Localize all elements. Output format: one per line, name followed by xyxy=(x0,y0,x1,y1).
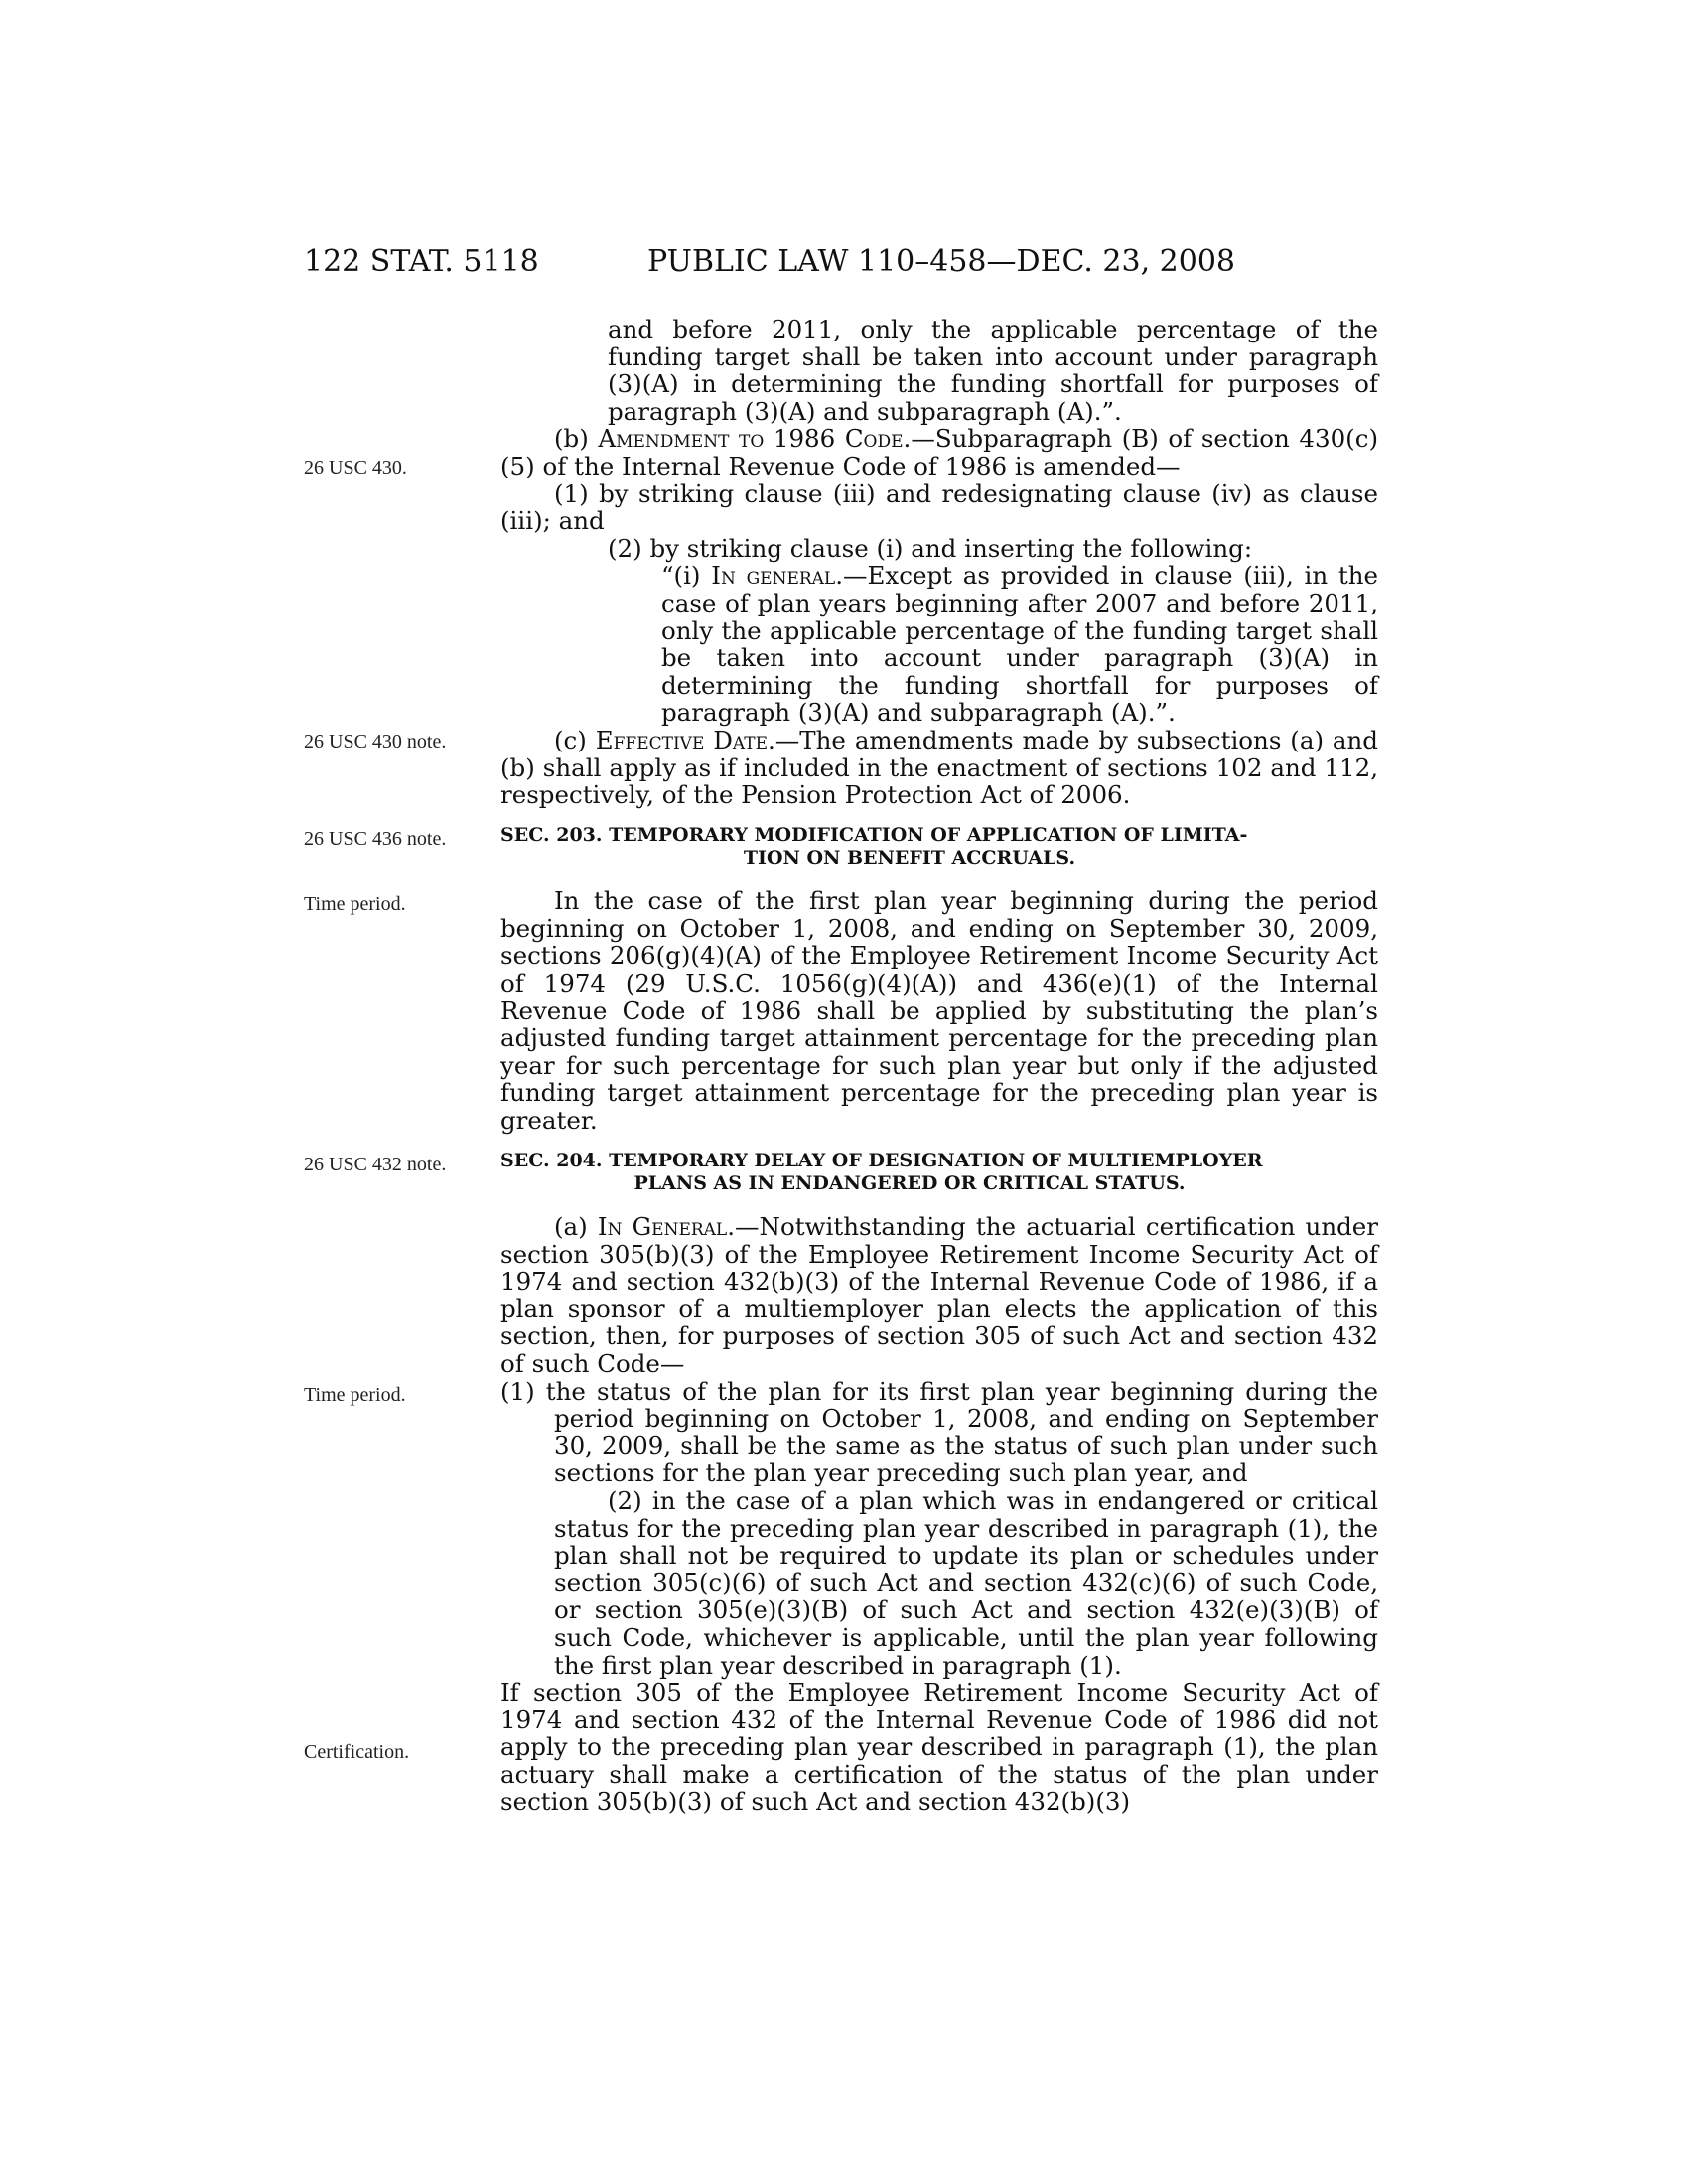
page-reference: 122 STAT. 5118 xyxy=(304,244,539,279)
section-heading: SEC. 203. TEMPORARY MODIFICATION OF APPLICATION OF LIMITA- TION ON BENEFIT ACCRUALS. xyxy=(500,824,1248,869)
paragraph: and before 2011, only the applicable percentage of the funding target shall be taken into account under paragraph (3)(A) in determining the funding shortfall for purposes of paragraph (3)(A) and subparagraph (A).”. xyxy=(608,315,1378,426)
text-block-sec203 xyxy=(500,887,1378,1134)
paragraph: In the case of the first plan year beginning during the period beginning on October 1, 2008, and ending on September 30, 2009, sections 206(g)(4)(A) of the Employee Retirement Income Security Act of 1974 (29 U.S.C. 1056(g)(4)(A)) and 436(e)(1) of the Internal Revenue Code of 1986 shall be applied by substituting the plan’s adjusted funding target attainment percentage for the preceding plan year for such percentage for such plan year but only if the adjusted funding target attainment percentage for the preceding plan year is greater. xyxy=(500,887,1378,1135)
text-block-sec204 xyxy=(500,1213,1378,1816)
margin-note: 26 USC 430 note. xyxy=(304,731,447,752)
margin-note: 26 USC 436 note. xyxy=(304,828,447,850)
paragraph: (c) Effective Date.—The amendments made by subsections (a) and (b) shall apply as if included in the enactment of sections 102 and 112, respectively, of the Pension Protection Act of 2006. xyxy=(500,725,1378,810)
text-block-amendments xyxy=(500,316,1378,809)
paragraph: (a) In General.—Notwithstanding the actuarial certification under section 305(b)(3) of the Employee Retirement Income Security Act of 1974 and section 432(b)(3) of the Internal Revenue Code of 1986, if a plan sponsor of a multiemployer plan elects the application of this section, then, for purposes of section 305 of such Act and section 432 of such Code— xyxy=(500,1212,1378,1378)
paragraph: (b) Amendment to 1986 Code.—Subparagraph (B) of section 430(c)(5) of the Internal Revenue Code of 1986 is amended— xyxy=(500,424,1379,480)
paragraph: (2) in the case of a plan which was in endangered or critical status for the preceding plan year described in paragraph (1), the plan shall not be required to update its plan or schedules under section 305(c)(6) of such Act and section 432(c)(6) of such Code, or section 305(e)(3)(B) of such Act and section 432(e)(3)(B) of such Code, whichever is applicable, until the plan year following the first plan year described in paragraph (1). xyxy=(554,1485,1378,1680)
margin-note: Time period. xyxy=(304,893,406,915)
paragraph: “(i) In general.—Except as provided in clause (iii), in the case of plan years beginning after 2007 and before 2011, only the applicable percentage of the funding target shall be taken into account under paragraph (3)(A) in determining the funding shortfall for purposes of paragraph (3)(A) and subparagraph (A).”. xyxy=(661,561,1379,728)
section-heading: SEC. 204. TEMPORARY DELAY OF DESIGNATION OF MULTIEMPLOYER PLANS AS IN ENDANGERED OR CRITICAL STATUS. xyxy=(500,1150,1263,1194)
margin-note: 26 USC 430. xyxy=(304,457,407,478)
margin-note: 26 USC 432 note. xyxy=(304,1154,447,1175)
running-head: PUBLIC LAW 110–458—DEC. 23, 2008 xyxy=(647,244,1236,279)
paragraph: (1) by striking clause (iii) and redesignating clause (iv) as clause (iii); and xyxy=(500,478,1378,536)
paragraph: If section 305 of the Employee Retirement Income Security Act of 1974 and section 432 of the Internal Revenue Code of 1986 did not apply to the preceding plan year described in paragraph (1), the plan actuary shall make a certification of the status of the plan under section 305(b)(3) of such Act and section 432(b)(3) xyxy=(500,1678,1378,1817)
paragraph: (2) by striking clause (i) and inserting the following: xyxy=(608,533,1253,563)
paragraph: (1) the status of the plan for its first plan year beginning during the period beginning on October 1, 2008, and ending on September 30, 2009, shall be the same as the status of such plan under such sections for the plan year preceding such plan year, and xyxy=(500,1376,1378,1488)
margin-note: Certification. xyxy=(304,1741,410,1763)
margin-note: Time period. xyxy=(304,1384,406,1406)
